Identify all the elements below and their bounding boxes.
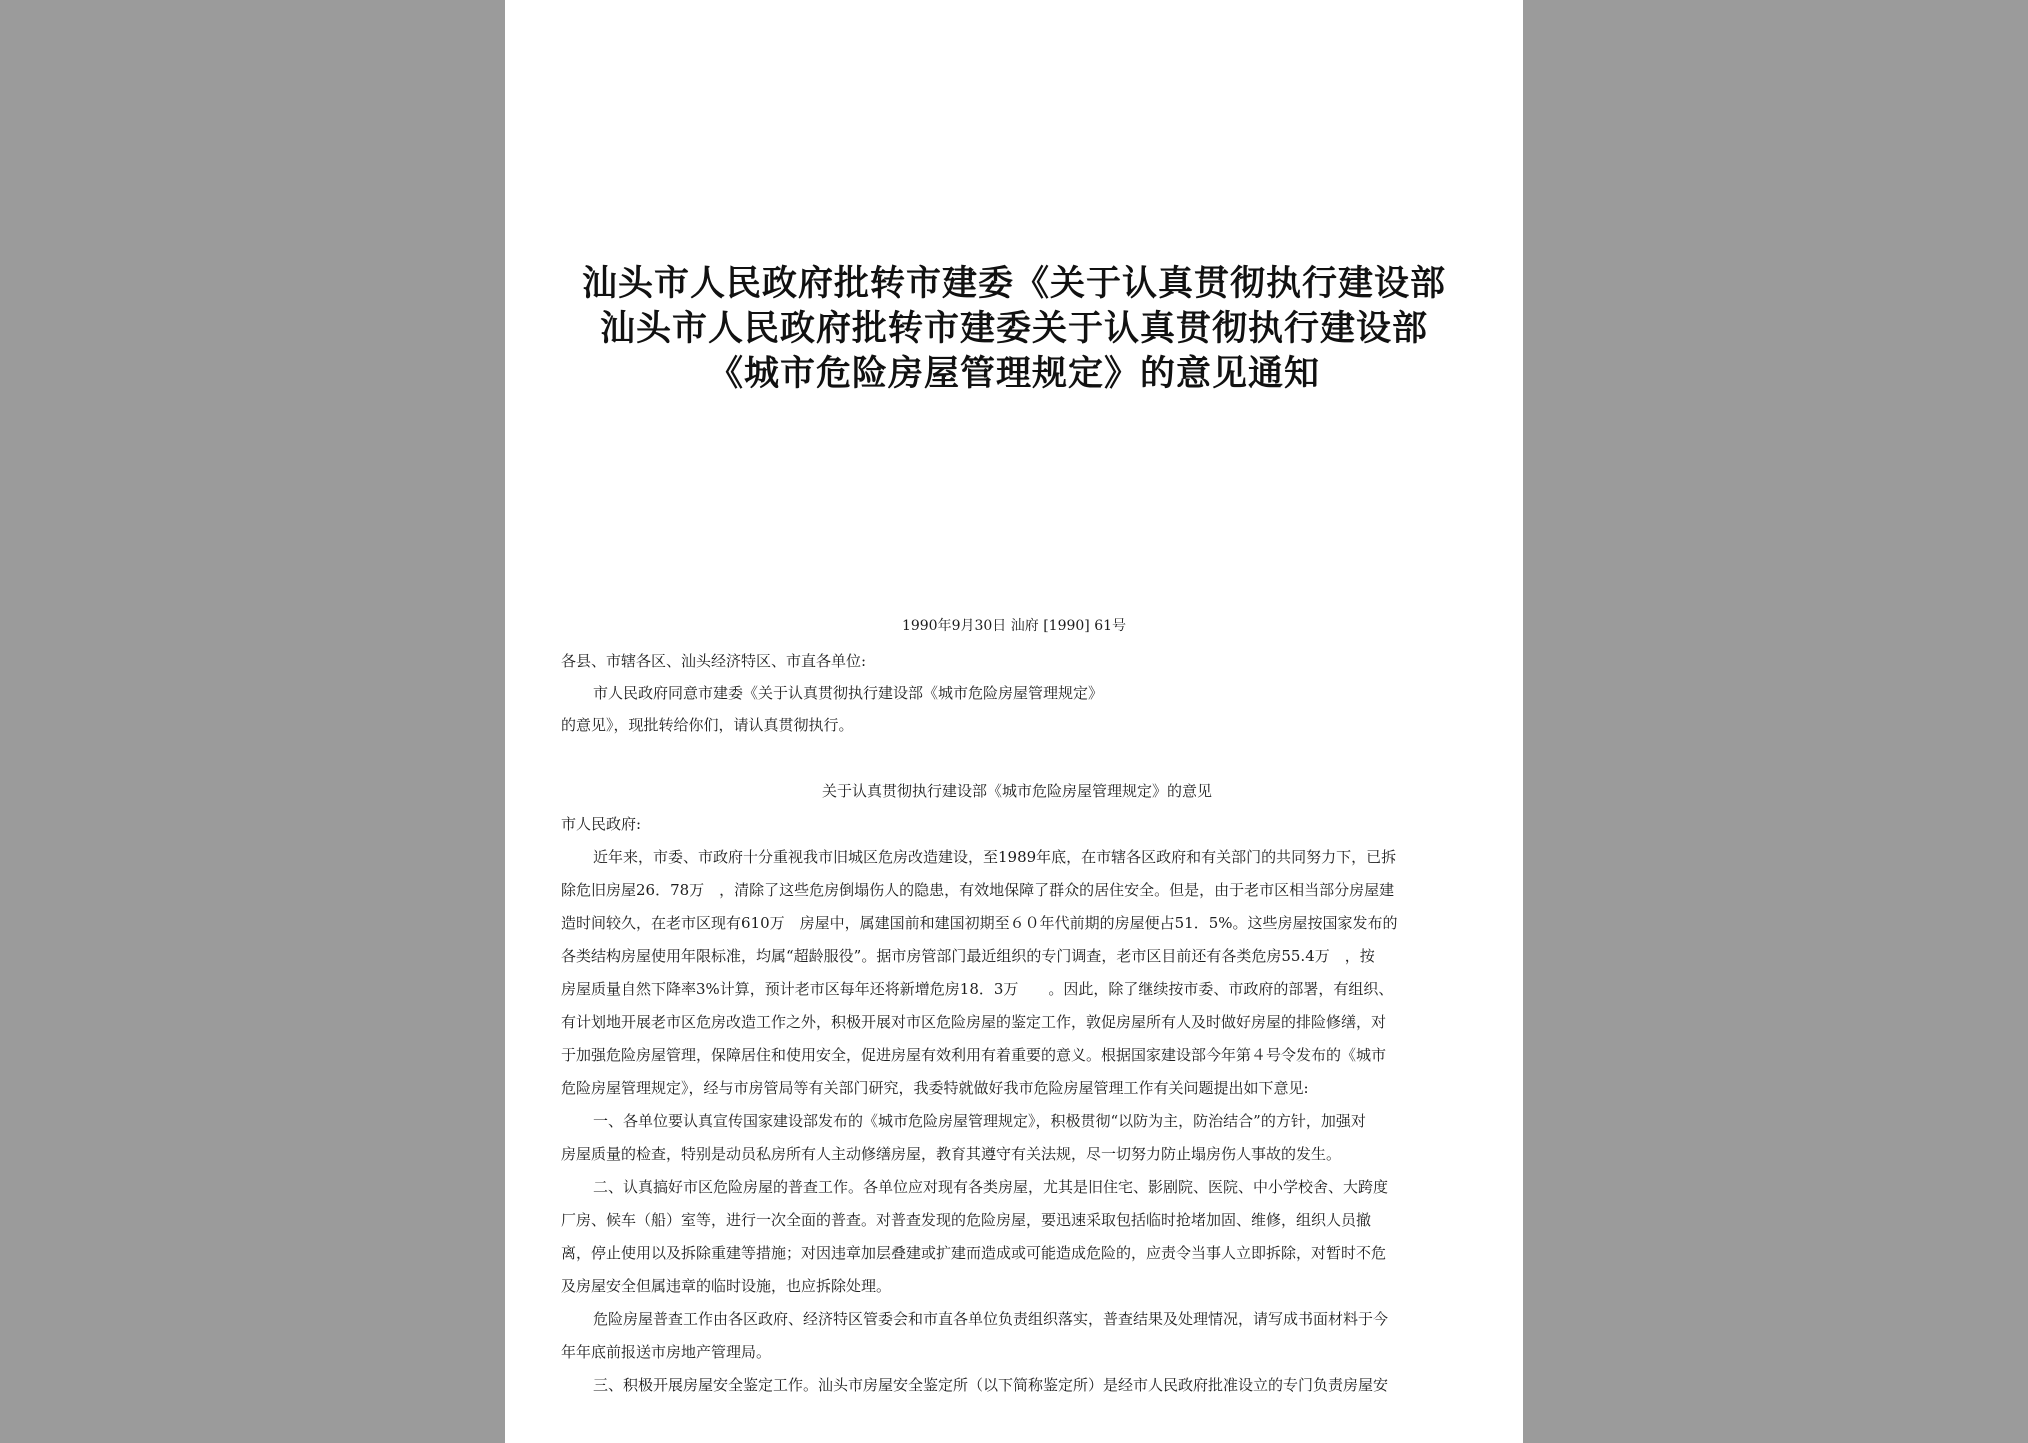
attachment-addressee: 市人民政府:: [561, 815, 642, 833]
title-line-2: 汕头市人民政府批转市建委关于认真贯彻执行建设部: [599, 309, 1428, 349]
title-line-1: 汕头市人民政府批转市建委《关于认真贯彻执行建设部: [581, 264, 1446, 304]
paragraph-line: 房屋质量的检查，特别是动员私房所有人主动修缮房屋，教育其遵守有关法规，尽一切努力防止塌房伤人事故的发生。: [561, 1145, 1342, 1163]
paragraph-line: 于加强危险房屋管理，保障居住和使用安全，促进房屋有效利用有着重要的意义。根据国家建设部今年第４号令发布的《城市: [561, 1046, 1387, 1064]
paragraph-line: 危险房屋管理规定》，经与市房管局等有关部门研究，我委特就做好我市危险房屋管理工作有关问题提出如下意见:: [561, 1079, 1309, 1097]
paragraph-line: 离，停止使用以及拆除重建等措施；对因违章加层叠建或扩建而造成或可能造成危险的，应责令当事人立即拆除，对暂时不危: [561, 1244, 1387, 1262]
paragraph-line: 厂房、候车（船）室等，进行一次全面的普查。对普查发现的危险房屋，要迅速采取包括临时抢堵加固、维修，组织人员撤: [561, 1211, 1372, 1229]
paragraph-line: 二、认真搞好市区危险房屋的普查工作。各单位应对现有各类房屋，尤其是旧住宅、影剧院、医院、中小学校舍、大跨度: [593, 1178, 1389, 1196]
notice-line-1: 市人民政府同意市建委《关于认真贯彻执行建设部《城市危险房屋管理规定》: [593, 684, 1104, 702]
paragraph-line: 及房屋安全但属违章的临时设施，也应拆除处理。: [561, 1277, 892, 1295]
paragraph-line: 三、积极开展房屋安全鉴定工作。汕头市房屋安全鉴定所（以下简称鉴定所）是经市人民政府批准设立的专门负责房屋安: [593, 1376, 1389, 1394]
paragraph-line: 有计划地开展老市区危房改造工作之外，积极开展对市区危险房屋的鉴定工作，敦促房屋所有人及时做好房屋的排险修缮，对: [561, 1013, 1387, 1031]
document-page: [505, 0, 1523, 1443]
document-title: [505, 262, 1523, 397]
paragraph-line: 房屋质量自然下降率3%计算，预计老市区每年还将新增危房18．3万 。因此，除了继续按市委、市政府的部署，有组织、: [561, 980, 1394, 998]
addressee-line: 各县、市辖各区、汕头经济特区、市直各单位:: [561, 652, 867, 670]
title-line-3: 《城市危险房屋管理规定》的意见通知: [707, 354, 1320, 394]
paragraph-line: 除危旧房屋26．78万 ，清除了这些危房倒塌伤人的隐患，有效地保障了群众的居住安全。但是，由于老市区相当部分房屋建: [561, 881, 1395, 899]
paragraph-line: 近年来，市委、市政府十分重视我市旧城区危房改造建设，至1989年底，在市辖各区政府和有关部门的共同努力下，已拆: [593, 848, 1397, 866]
paragraph-line: 年年底前报送市房地产管理局。: [561, 1343, 772, 1361]
issue-line: 1990年9月30日 汕府 [1990] 61号: [901, 618, 1127, 634]
notice-line-2: 的意见》，现批转给你们，请认真贯彻执行。: [561, 716, 854, 734]
attachment-title: 关于认真贯彻执行建设部《城市危险房屋管理规定》的意见: [821, 782, 1212, 800]
paragraph-line: 各类结构房屋使用年限标准，均属“超龄服役”。据市房管部门最近组织的专门调查，老市区目前还有各类危房55.4万 ，按: [561, 947, 1375, 965]
paragraph-line: 一、各单位要认真宣传国家建设部发布的《城市危险房屋管理规定》，积极贯彻“以防为主，防治结合”的方针，加强对: [593, 1112, 1366, 1130]
paragraph-line: 造时间较久，在老市区现有610万 房屋中，属建国前和建国初期至６０年代前期的房屋便占51．5%。这些房屋按国家发布的: [561, 914, 1398, 932]
paragraph-line: 危险房屋普查工作由各区政府、经济特区管委会和市直各单位负责组织落实，普查结果及处理情况，请写成书面材料于今: [593, 1310, 1389, 1328]
